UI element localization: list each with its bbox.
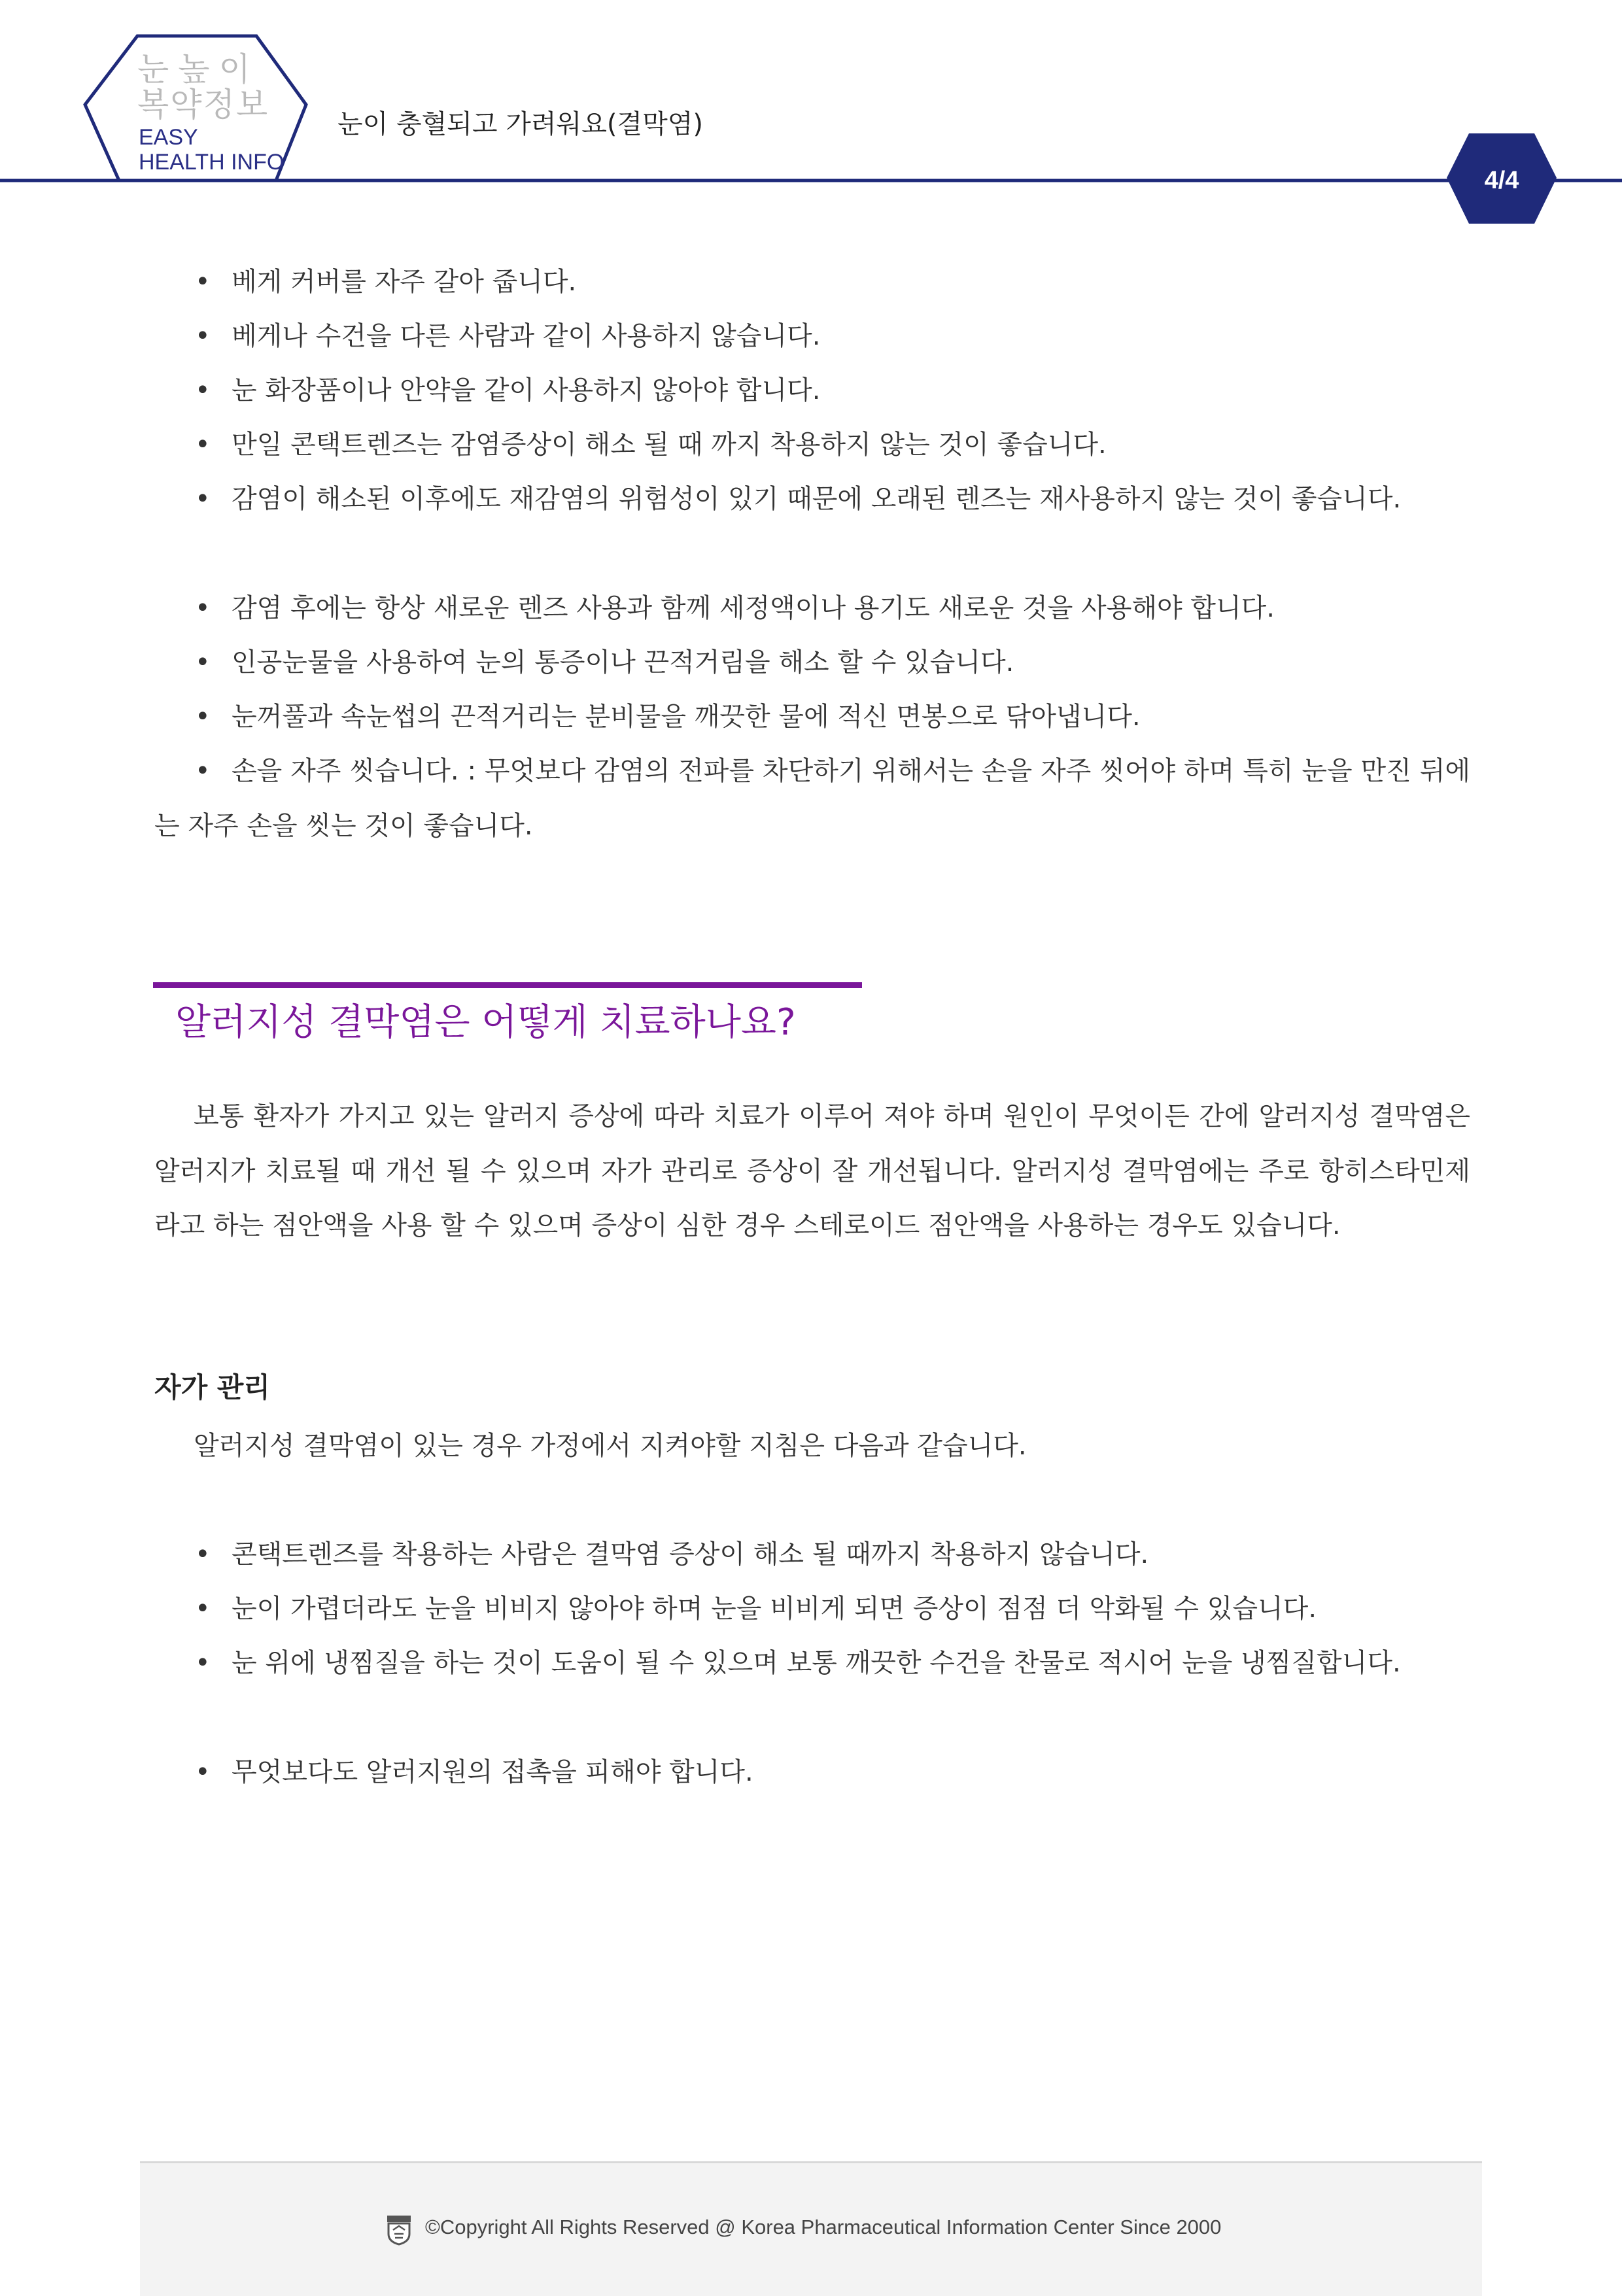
list-item-text: 눈 위에 냉찜질을 하는 것이 도움이 될 수 있으며 보통 깨끗한 수건을 찬물로 적시어 눈을 냉찜질합니다. bbox=[232, 1648, 1401, 1678]
list-item-text: 콘택트렌즈를 착용하는 사람은 결막염 증상이 해소 될 때까지 착용하지 않습니다. bbox=[232, 1539, 1149, 1569]
list-item bbox=[154, 1745, 1470, 1800]
bullet-icon: • bbox=[195, 702, 211, 732]
list-item-text: 손을 자주 씻습니다. : 무엇보다 감염의 전파를 차단하기 위해서는 손을 자주 씻어야 하며 특히 눈을 만진 뒤에는 자주 손을 씻는 것이 좋습니다. bbox=[154, 756, 1470, 841]
kpic-logo-icon bbox=[386, 2214, 412, 2246]
bullet-icon: • bbox=[195, 1757, 211, 1787]
list-item-text: 무엇보다도 알러지원의 접촉을 피해야 합니다. bbox=[232, 1757, 753, 1787]
bullet-icon: • bbox=[195, 321, 211, 351]
bullet-icon: • bbox=[195, 647, 211, 677]
section-divider bbox=[153, 982, 862, 988]
bullet-icon: • bbox=[195, 430, 211, 460]
bullet-icon: • bbox=[195, 1594, 211, 1624]
list-item bbox=[154, 255, 1470, 310]
list-item-text: 인공눈물을 사용하여 눈의 통증이나 끈적거림을 해소 할 수 있습니다. bbox=[232, 647, 1014, 677]
bullet-icon: • bbox=[195, 593, 211, 623]
list-item bbox=[154, 472, 1470, 527]
list-item bbox=[154, 690, 1470, 745]
copyright-text: ©Copyright All Rights Reserved @ Korea Pharmaceutical Information Center Since 2000 bbox=[425, 2216, 1222, 2238]
section-heading: 알러지성 결막염은 어떻게 치료하나요? bbox=[175, 1001, 796, 1044]
bullet-icon: • bbox=[195, 484, 211, 514]
logo-english-line2: HEALTH INFO bbox=[139, 150, 285, 175]
bullet-icon: • bbox=[195, 1539, 211, 1569]
list-item bbox=[154, 636, 1470, 691]
list-item-text: 감염이 해소된 이후에도 재감염의 위험성이 있기 때문에 오래된 렌즈는 재사용하지 않는 것이 좋습니다. bbox=[232, 484, 1402, 514]
selfcare-heading: 자가 관리 bbox=[154, 1371, 270, 1403]
list-item bbox=[154, 581, 1470, 636]
list-item-text: 눈 화장품이나 안약을 같이 사용하지 않아야 합니다. bbox=[232, 375, 821, 405]
bullet-icon: • bbox=[195, 756, 211, 786]
list-item-text: 만일 콘택트렌즈는 감염증상이 해소 될 때 까지 착용하지 않는 것이 좋습니다. bbox=[232, 430, 1107, 460]
list-item-text: 눈꺼풀과 속눈썹의 끈적거리는 분비물을 깨끗한 물에 적신 면봉으로 닦아냅니다. bbox=[232, 702, 1141, 732]
list-item bbox=[154, 744, 1470, 853]
bullet-icon: • bbox=[195, 267, 211, 297]
list-item-text: 눈이 가렵더라도 눈을 비비지 않아야 하며 눈을 비비게 되면 증상이 점점 더 악화될 수 있습니다. bbox=[232, 1594, 1317, 1624]
bullet-icon: • bbox=[195, 375, 211, 405]
page-title: 눈이 충혈되고 가려워요(결막염) bbox=[337, 109, 703, 139]
selfcare-intro: 알러지성 결막염이 있는 경우 가정에서 지켜야할 지침은 다음과 같습니다. bbox=[194, 1431, 1027, 1461]
bullet-icon: • bbox=[195, 1648, 211, 1678]
list-item-text: 베게나 수건을 다른 사람과 같이 사용하지 않습니다. bbox=[232, 321, 821, 351]
list-item bbox=[154, 1582, 1470, 1637]
list-item-text: 베게 커버를 자주 갈아 줍니다. bbox=[232, 267, 577, 297]
logo-english-line1: EASY bbox=[139, 125, 198, 150]
list-item bbox=[154, 309, 1470, 364]
section-paragraph: 보통 환자가 가지고 있는 알러지 증상에 따라 치료가 이루어 져야 하며 원인이 무엇이든 간에 알러지성 결막염은 알러지가 치료될 때 개선 될 수 있으며 자가 관리로 증상이 잘 개선됩니다. 알러지성 결막염에는 주로 항히스타민제라고 하는 점안액을 사용 할 수 있으며 증상이 심한 경우 스테로이드 점안액을 사용하는 경우도 있습니다. bbox=[154, 1101, 1470, 1241]
list-item bbox=[154, 1636, 1470, 1691]
list-item bbox=[154, 1528, 1470, 1583]
logo-korean-line2: 복약정보 bbox=[137, 86, 269, 124]
page-number-badge: 4/4 bbox=[1484, 167, 1519, 194]
list-item bbox=[154, 418, 1470, 473]
list-item-text: 감염 후에는 항상 새로운 렌즈 사용과 함께 세정액이나 용기도 새로운 것을 사용해야 합니다. bbox=[232, 593, 1275, 623]
logo-korean-line1: 눈높이 bbox=[137, 50, 260, 88]
list-item bbox=[154, 364, 1470, 419]
